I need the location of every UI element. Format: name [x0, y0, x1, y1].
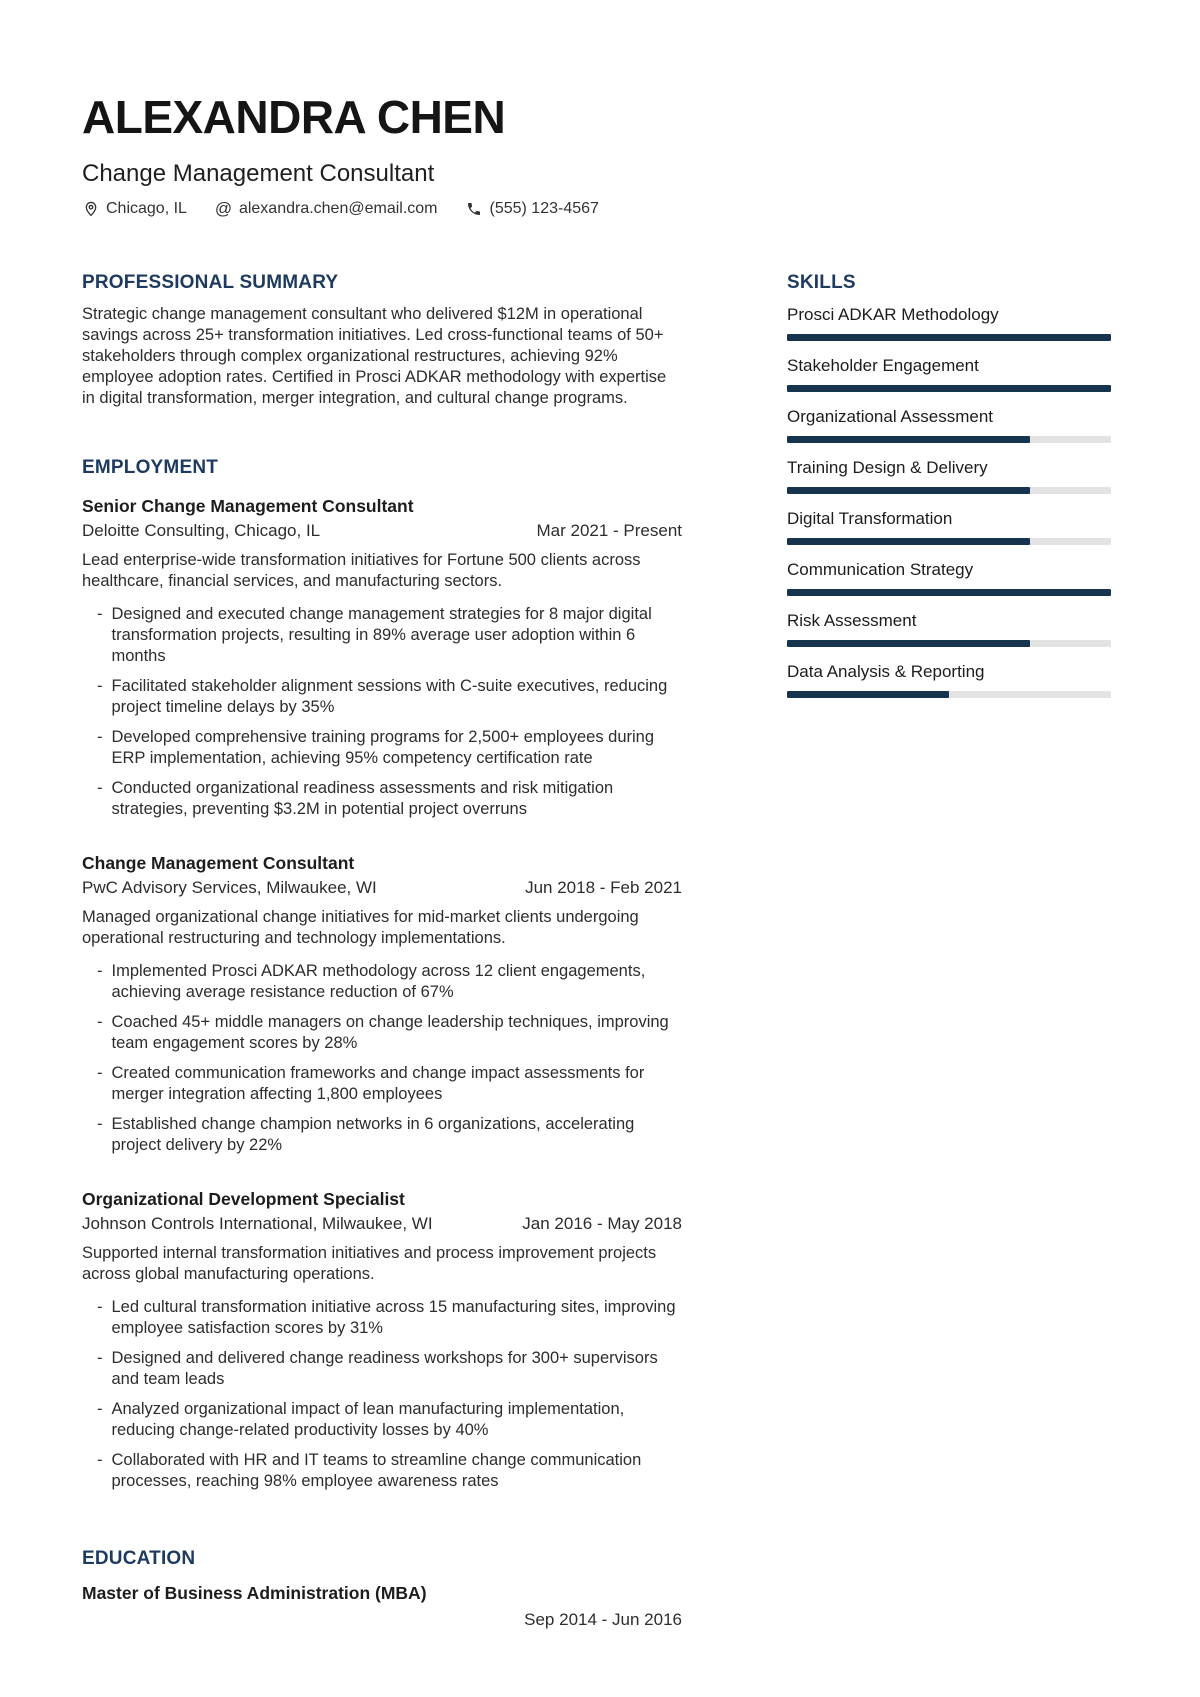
job-bullet [97, 1114, 682, 1156]
job-description: Supported internal transformation initiatives and process improvement projects across global manufacturing operations. [82, 1243, 657, 1283]
job-entry [82, 1188, 682, 1492]
skill-bar-fill [787, 436, 1030, 443]
skill-bar-fill [787, 385, 1111, 392]
skill-label: Data Analysis & Reporting [787, 661, 985, 681]
job-bullet-list [82, 604, 682, 820]
summary-text: Strategic change management consultant who delivered $12M in operational savings across 25+ transformation initiatives. Led cross-functional teams of 50+ stakeholders through complex organizational restructures, achieving 92% employee adoption rates. Certified in Prosci ADKAR methodology with expertise in digital transformation, merger integration, and cultural change programs. [82, 304, 667, 407]
bullet-text: Designed and delivered change readiness workshops for 300+ supervisors and team leads [111, 1348, 658, 1388]
contact-row [82, 200, 1111, 218]
bullet-dash: - [97, 676, 103, 695]
job-company: Johnson Controls International, Milwaukee, WI [82, 1213, 433, 1233]
skill-item [787, 406, 1111, 443]
skill-bar-fill [787, 538, 1030, 545]
bullet-dash: - [97, 727, 103, 746]
job-bullet [97, 1012, 682, 1054]
skill-label: Training Design & Delivery [787, 457, 988, 477]
skills-heading: SKILLS [787, 271, 856, 293]
contact-text: alexandra.chen@email.com [238, 199, 438, 217]
job-title: Senior Change Management Consultant [82, 495, 414, 516]
sidebar-column [787, 271, 1111, 1631]
job-meta-row [82, 877, 682, 899]
job-bullet [97, 778, 682, 820]
contact-item [466, 200, 599, 218]
job-meta-row [82, 1213, 682, 1235]
summary-heading: PROFESSIONAL SUMMARY [82, 271, 339, 293]
skill-bar-track [787, 487, 1111, 494]
education-heading: EDUCATION [82, 1547, 196, 1569]
bullet-dash: - [97, 778, 103, 797]
job-bullet [97, 727, 682, 769]
skill-item [787, 457, 1111, 494]
bullet-text: Created communication frameworks and change impact assessments for merger integration affecting 1,800 employees [111, 1063, 645, 1103]
skill-item [787, 610, 1111, 647]
skill-label: Stakeholder Engagement [787, 355, 979, 375]
skill-item [787, 355, 1111, 392]
job-description: Managed organizational change initiatives for mid-market clients undergoing operational restructuring and technology implementations. [82, 907, 639, 947]
skill-bar-fill [787, 334, 1111, 341]
bullet-text: Conducted organizational readiness assessments and risk mitigation strategies, preventing $3.2M in potential project overruns [111, 778, 614, 818]
job-description: Lead enterprise-wide transformation initiatives for Fortune 500 clients across healthcare, financial services, and manufacturing sectors. [82, 550, 641, 590]
person-job-title: Change Management Consultant [82, 160, 435, 187]
summary-section [82, 271, 682, 409]
bullet-dash: - [97, 1450, 103, 1469]
job-title: Change Management Consultant [82, 852, 355, 873]
skills-list [787, 304, 1111, 698]
skill-item [787, 508, 1111, 545]
skill-bar-track [787, 691, 1111, 698]
job-bullet [97, 961, 682, 1003]
degree-title: Master of Business Administration (MBA) [82, 1582, 427, 1603]
skill-bar-track [787, 436, 1111, 443]
education-section [82, 1547, 682, 1631]
employment-heading: EMPLOYMENT [82, 456, 219, 478]
main-column [82, 271, 682, 1631]
job-entry [82, 852, 682, 1156]
person-name: ALEXANDRA CHEN [82, 91, 506, 143]
resume-header [82, 91, 1111, 219]
bullet-text: Analyzed organizational impact of lean manufacturing implementation, reducing change-related productivity losses by 40% [111, 1399, 625, 1439]
job-bullet [97, 1297, 682, 1339]
bullet-dash: - [97, 1297, 103, 1316]
bullet-dash: - [97, 1399, 103, 1418]
job-title: Organizational Development Specialist [82, 1188, 405, 1209]
skill-item [787, 304, 1111, 341]
bullet-dash: - [97, 1348, 103, 1367]
contact-item [215, 200, 438, 218]
bullet-dash: - [97, 1012, 103, 1031]
job-entry [82, 495, 682, 820]
job-bullet-list [82, 1297, 682, 1492]
skill-bar-track [787, 385, 1111, 392]
employment-section [82, 456, 682, 1492]
education-dates: Sep 2014 - Jun 2016 [524, 1609, 682, 1629]
at-icon: @ [214, 199, 233, 219]
job-bullet [97, 1399, 682, 1441]
job-bullet [97, 676, 682, 718]
contact-text: Chicago, IL [106, 199, 187, 217]
bullet-text: Implemented Prosci ADKAR methodology across 12 client engagements, achieving average resistance reduction of 67% [111, 961, 646, 1001]
contact-text: (555) 123-4567 [489, 199, 599, 217]
job-dates: Mar 2021 - Present [536, 520, 682, 540]
skill-label: Communication Strategy [787, 559, 974, 579]
bullet-text: Coached 45+ middle managers on change leadership techniques, improving team engagement scores by 28% [111, 1012, 669, 1052]
skill-item [787, 661, 1111, 698]
skill-label: Prosci ADKAR Methodology [787, 304, 999, 324]
contact-item [82, 200, 187, 218]
job-bullet-list [82, 961, 682, 1156]
skills-section [787, 271, 1111, 698]
job-bullet [97, 1348, 682, 1390]
job-company: Deloitte Consulting, Chicago, IL [82, 520, 321, 540]
skill-label: Organizational Assessment [787, 406, 993, 426]
bullet-text: Designed and executed change management strategies for 8 major digital transformation projects, resulting in 89% average user adoption within 6 months [111, 604, 652, 665]
content-columns [82, 271, 1111, 1631]
jobs-list [82, 495, 682, 1492]
location-pin-icon [82, 200, 99, 217]
skill-bar-fill [787, 589, 1111, 596]
phone-icon [466, 200, 483, 217]
bullet-text: Collaborated with HR and IT teams to streamline change communication processes, reaching 98% employee awareness rates [111, 1450, 642, 1490]
bullet-text: Developed comprehensive training programs for 2,500+ employees during ERP implementation, achieving 95% competency certification rate [111, 727, 655, 767]
bullet-text: Led cultural transformation initiative across 15 manufacturing sites, improving employee satisfaction scores by 31% [111, 1297, 676, 1337]
skill-bar-track [787, 334, 1111, 341]
skill-bar-fill [787, 691, 949, 698]
job-bullet [97, 1063, 682, 1105]
skill-bar-track [787, 589, 1111, 596]
skill-bar-track [787, 640, 1111, 647]
bullet-dash: - [97, 1063, 103, 1082]
bullet-dash: - [97, 961, 103, 980]
job-dates: Jun 2018 - Feb 2021 [525, 877, 682, 897]
bullet-text: Established change champion networks in 6 organizations, accelerating project delivery by 22% [111, 1114, 635, 1154]
skill-item [787, 559, 1111, 596]
skill-bar-fill [787, 487, 1030, 494]
skill-bar-fill [787, 640, 1030, 647]
bullet-dash: - [97, 604, 103, 623]
bullet-text: Facilitated stakeholder alignment sessions with C-suite executives, reducing project timeline delays by 35% [111, 676, 668, 716]
job-dates: Jan 2016 - May 2018 [522, 1213, 682, 1233]
skill-label: Digital Transformation [787, 508, 953, 528]
bullet-dash: - [97, 1114, 103, 1133]
skill-label: Risk Assessment [787, 610, 917, 630]
skill-bar-track [787, 538, 1111, 545]
job-meta-row [82, 520, 682, 542]
job-bullet [97, 604, 682, 667]
job-bullet [97, 1450, 682, 1492]
job-company: PwC Advisory Services, Milwaukee, WI [82, 877, 377, 897]
